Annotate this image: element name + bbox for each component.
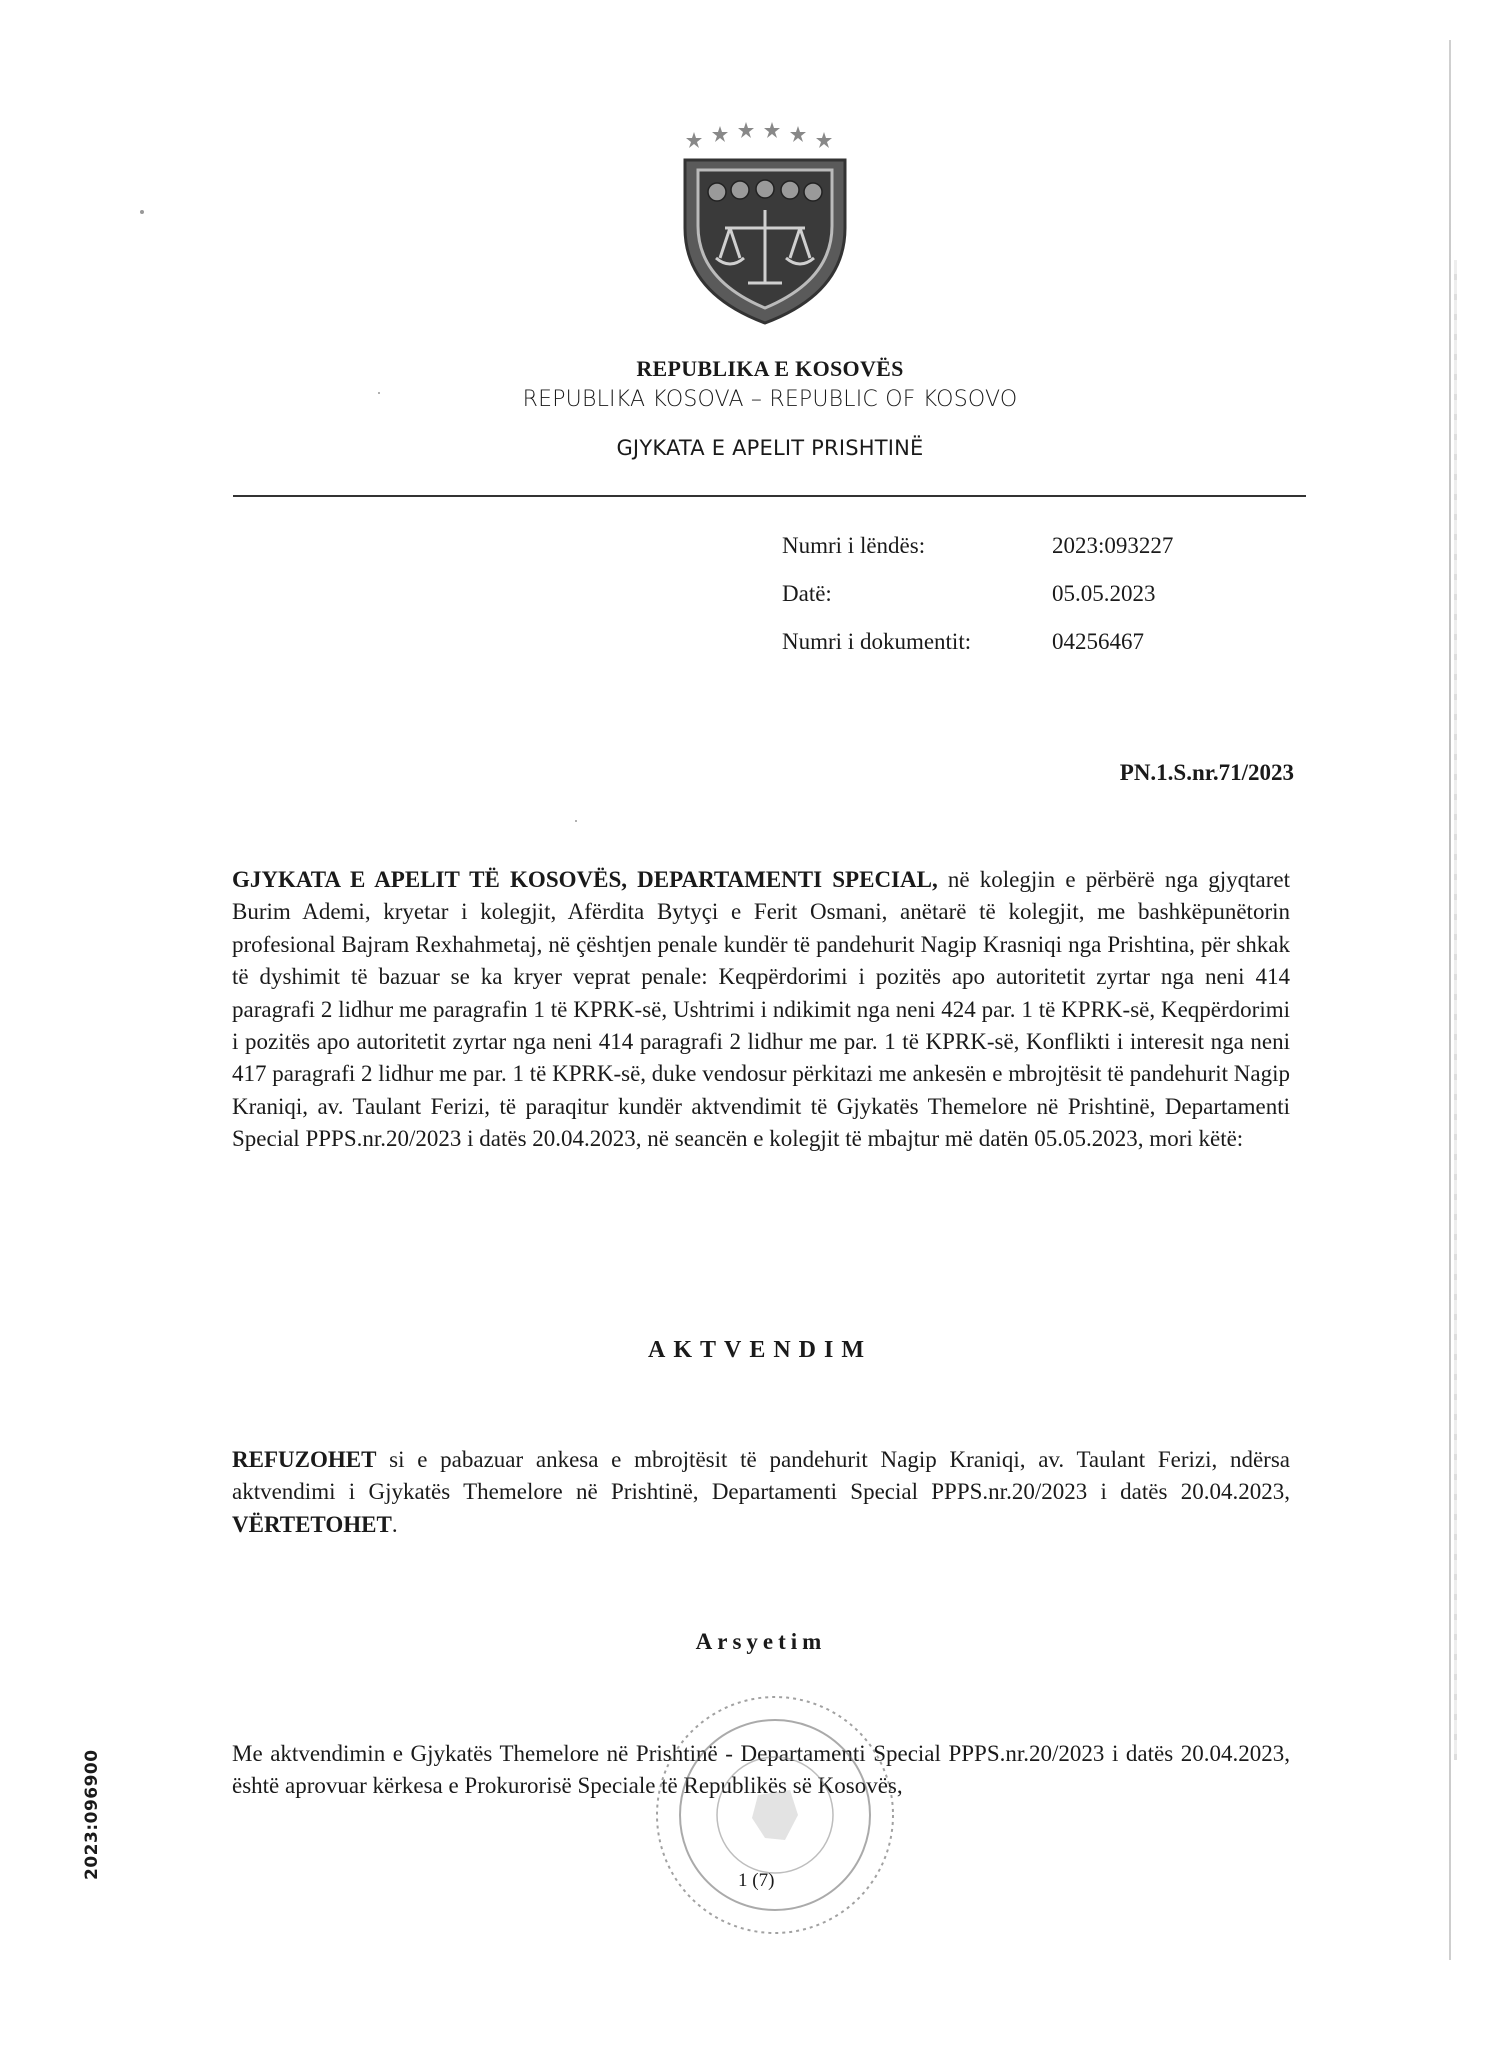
ruling-paragraph <box>232 1444 1290 1541</box>
meta-row-date <box>782 570 1252 618</box>
scan-speck <box>575 820 577 822</box>
header-court-name: GJYKATA E APELIT PRISHTINË <box>616 436 924 460</box>
header-republic-albanian: REPUBLIKA E KOSOVËS <box>636 356 904 381</box>
meta-row-document-number <box>782 618 1252 666</box>
scan-speck <box>378 392 380 394</box>
header-republic-multilingual: REPUBLIKA KOSOVA – REPUBLIC OF KOSOVO <box>522 387 1018 412</box>
meta-value: 2023:093227 <box>1052 533 1174 558</box>
meta-label: Numri i dokumentit: <box>782 629 972 654</box>
meta-row-case-number <box>782 522 1252 570</box>
ruling-text: si e pabazuar ankesa e mbrojtësit të pandehurit Nagip Kraniqi, av. Taulant Ferizi, ndërsa aktvendimi i Gjykatës Themelore në Prishtinë, Departamenti Special PPPS.nr.20/2023 i datës 20.04.2023, <box>232 1447 1290 1505</box>
reasoning-paragraph: Me aktvendimin e Gjykatës Themelore në Prishtinë - Departamenti Special PPPS.nr.20/2023 i datës 20.04.2023, është aprovuar kërkesa e Prokurorisë Speciale të Republikës së Kosovës, <box>232 1741 1290 1799</box>
decision-title: AKTVENDIM <box>647 1337 872 1363</box>
meta-label: Datë: <box>782 581 832 606</box>
ruling-bold-lead: REFUZOHET <box>232 1447 377 1472</box>
reasoning-title: Arsyetim <box>695 1629 827 1654</box>
page-number: 1 (7) <box>738 1870 775 1891</box>
ruling-bold-tail: VËRTETOHET <box>232 1511 392 1537</box>
header-divider <box>233 495 1306 497</box>
ruling-end: . <box>391 1511 398 1537</box>
meta-value: 04256467 <box>1052 629 1144 654</box>
scan-speck <box>140 210 144 214</box>
court-stamp-icon <box>640 1690 910 1940</box>
case-metadata <box>782 522 1252 666</box>
intro-bold-lead: GJYKATA E APELIT TË KOSOVËS, DEPARTAMENTI SPECIAL, <box>232 867 938 892</box>
side-document-id: 2023:096900 <box>82 1749 102 1880</box>
scan-edge <box>1449 40 1451 1960</box>
intro-text: në kolegjin e përbërë nga gjyqtaret Burim Ademi, kryetar i kolegjit, Afërdita Bytyçi e Ferit Osmani, anëtarë të kolegjit, me bashkëpunëtorin profesional Bajram Rexhahmetaj, në çështjen penale kundër të pandehurit Nagip Krasniqi nga Prishtina, për shkak të dyshimit të bazuar se ka kryer veprat penale: Keqpërdorimi i pozitës apo autoritetit zyrtar nga neni 414 paragrafi 2 lidhur me paragrafin 1 të KPRK-së, Ushtrimi i ndikimit nga neni 424 par. 1 të KPRK-së, Keqpërdorimi i pozitës apo autoritetit zyrtar nga neni 414 paragrafi 2 lidhur me par. 1 të KPRK-së, Konflikti i interesit nga neni 417 paragrafi 2 lidhur me par. 1 të KPRK-së, duke vendosur përkitazi me ankesën e mbrojtësit të pandehurit Nagip Kraniqi, av. Taulant Ferizi, të paraqitur kundër aktvendimit të Gjykatës Themelore në Prishtinë, Departamenti Special PPPS.nr.20/2023 i datës 20.04.2023, në seancën e kolegjit të mbajtur më datën 05.05.2023, mori këtë: <box>232 867 1290 1152</box>
case-reference: PN.1.S.nr.71/2023 <box>1119 760 1294 785</box>
intro-paragraph <box>232 864 1290 1156</box>
kosovo-justice-emblem-icon <box>680 118 850 328</box>
meta-label: Numri i lëndës: <box>782 533 926 558</box>
scan-edge-marks <box>1454 260 1457 1760</box>
meta-value: 05.05.2023 <box>1052 581 1156 606</box>
